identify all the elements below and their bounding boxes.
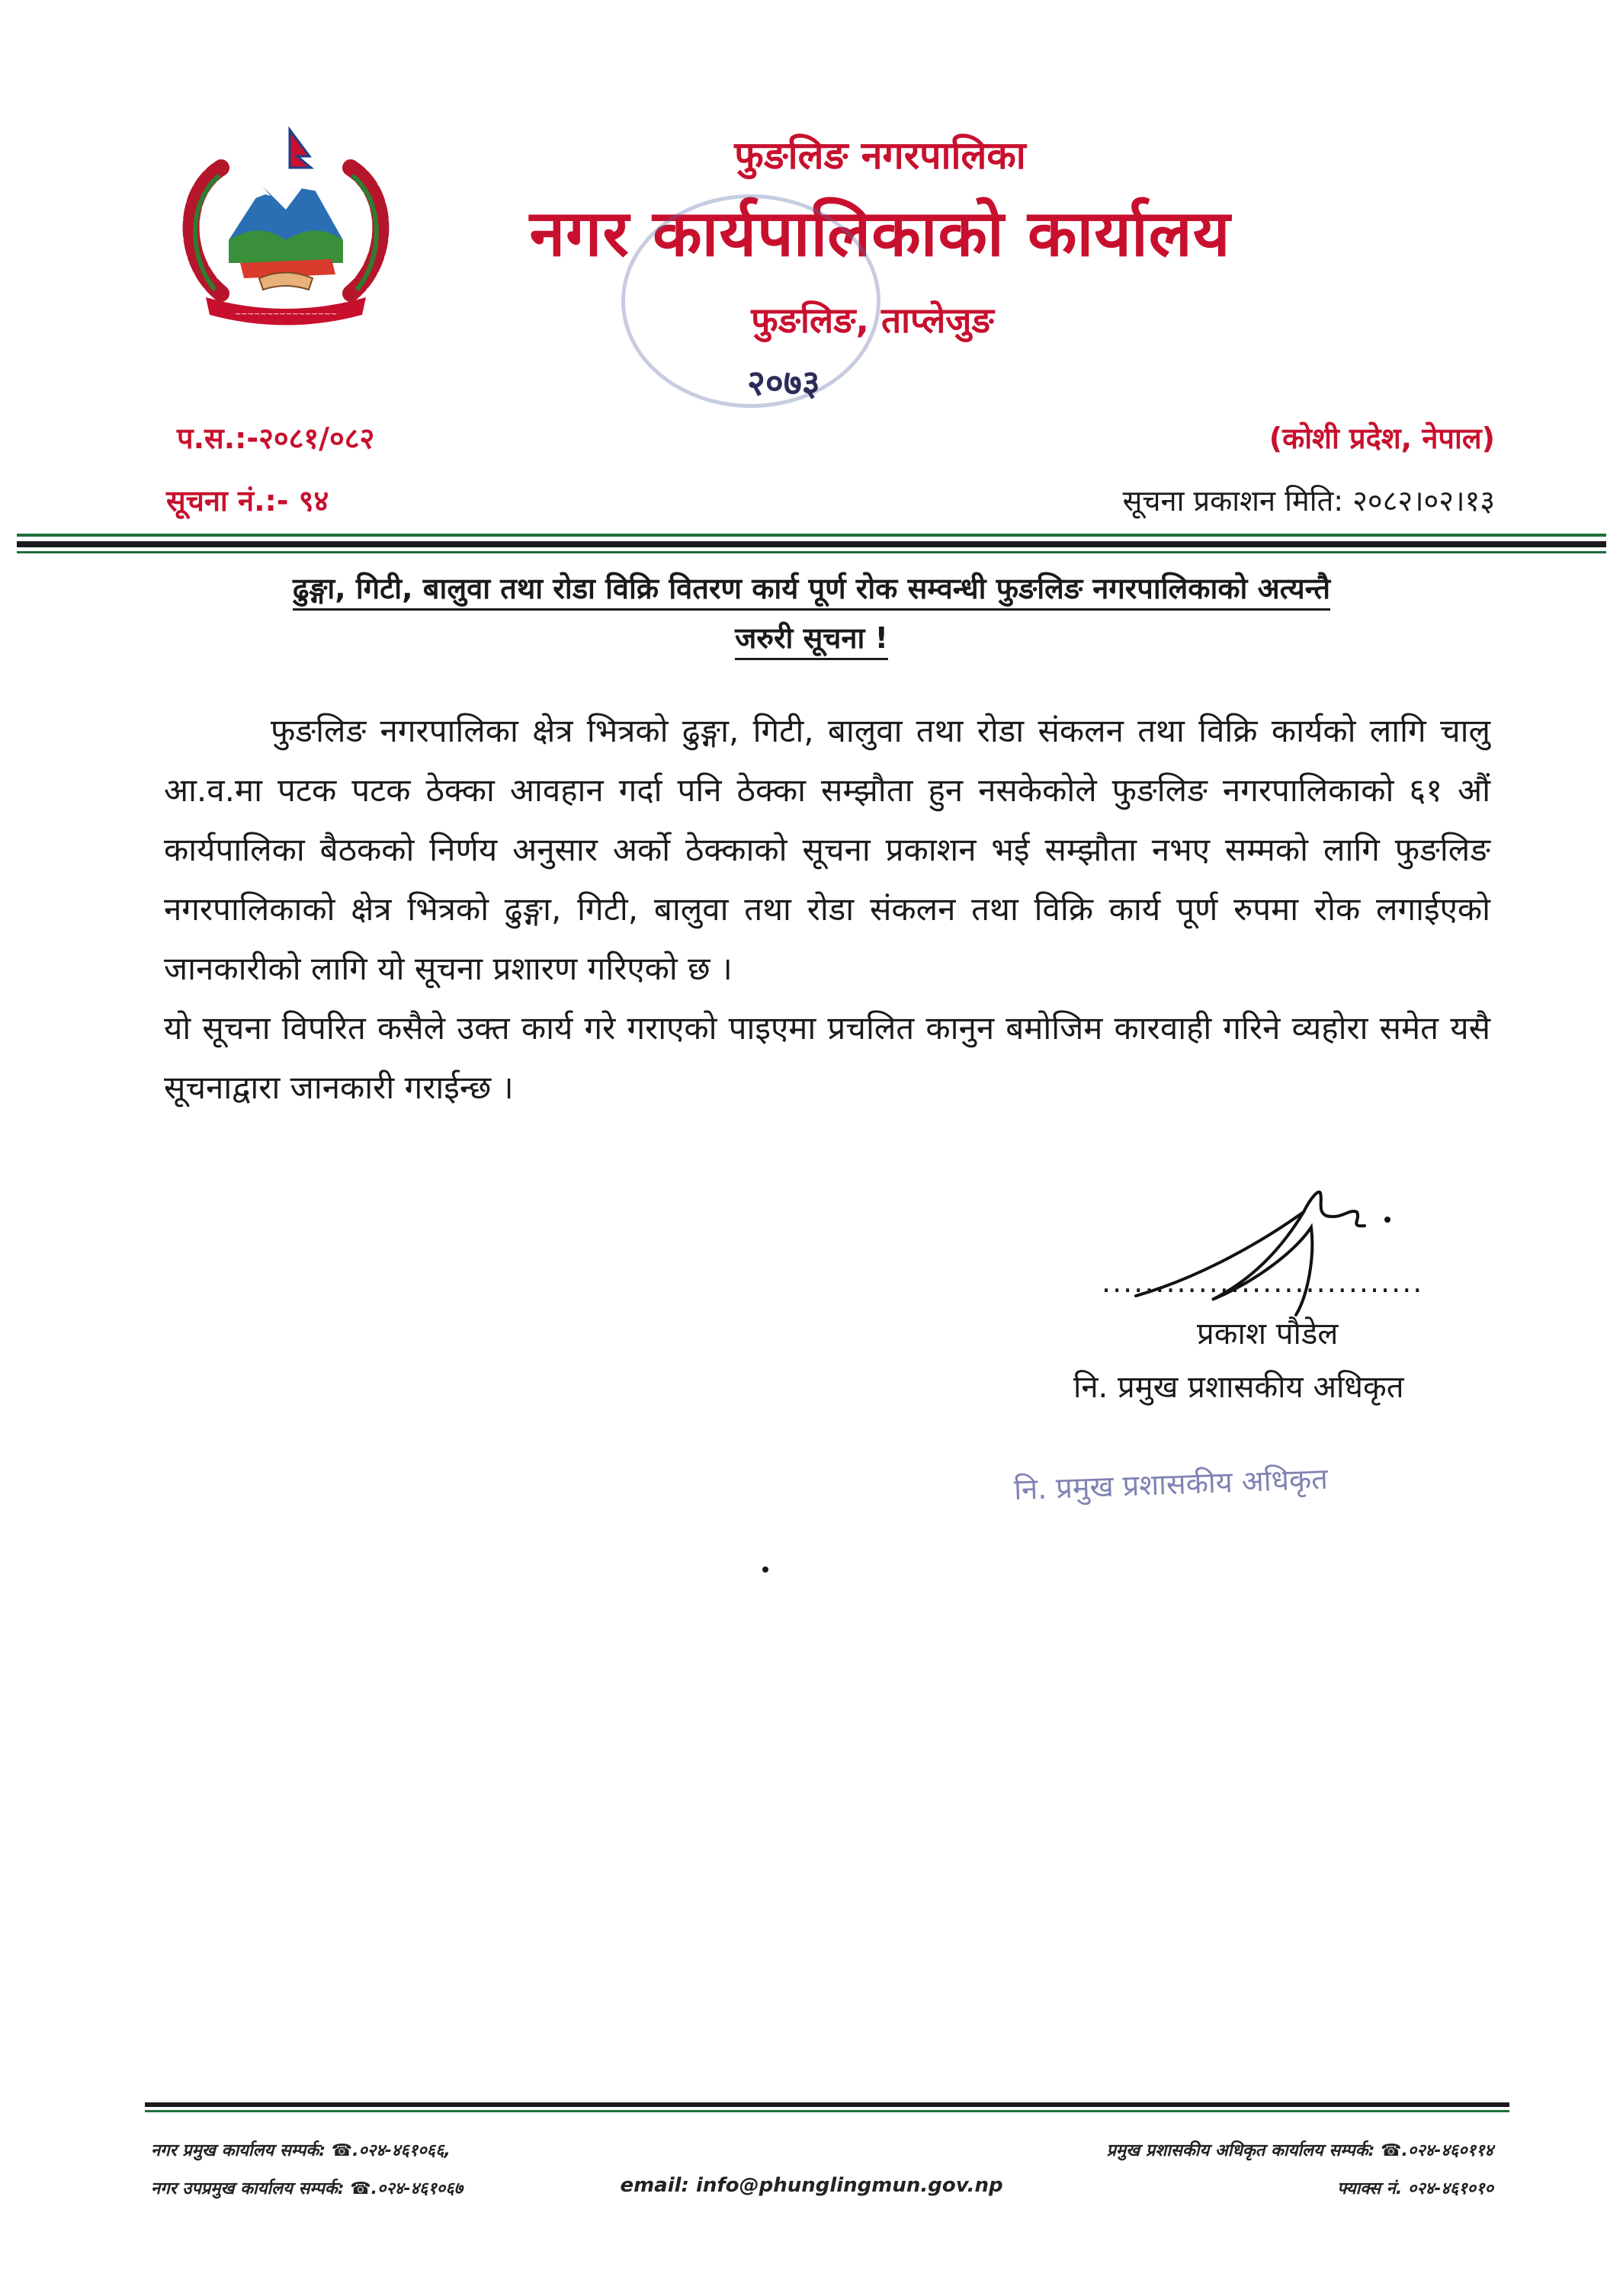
handwritten-signature (1121, 1166, 1410, 1334)
footer-email: email: info@phunglingmun.gov.np (620, 2174, 1003, 2197)
footer-fax: फ्याक्स नं. ०२४-४६१०१० (1336, 2179, 1493, 2198)
publication-date: सूचना प्रकाशन मिति: २०८२।०२।१३ (1122, 484, 1495, 518)
stamp-year: २०७३ (747, 362, 820, 403)
office-address: फुङलिङ, ताप्लेजुङ (751, 300, 994, 341)
subject-text-2: जरुरी सूचना ! (735, 621, 888, 660)
footer-divider (145, 2110, 1509, 2112)
signer-name: प्रकाश पौडेल (1197, 1316, 1339, 1352)
header-divider (17, 541, 1606, 547)
signer-title: नि. प्रमुख प्रशासकीय अधिकृत (1073, 1370, 1404, 1405)
office-title: नगर कार्यपालिकाको कार्यालय (529, 196, 1231, 271)
notice-number: सूचना नं.:- ९४ (166, 484, 329, 518)
province-label: (कोशी प्रदेश, नेपाल) (1269, 422, 1495, 455)
header-divider (17, 534, 1606, 537)
body-paragraph-2: यो सूचना विपरित कसैले उक्त कार्य गरे गराएको पाइएमा प्रचलित कानुन बमोजिम कारवाही गरिने व्यहोरा समेत यसै सूचनाद्वारा जानकारी गराईन्छ । (164, 1009, 1490, 1106)
subject-text-1: ढुङ्गा, गिटी, बालुवा तथा रोडा विक्रि वितरण कार्य पूर्ण रोक सम्वन्धी फुङलिङ नगरपालिकाको अत्यन्तै (293, 572, 1330, 611)
signature-line: .............................. (1102, 1265, 1424, 1299)
subject-line-1 (0, 568, 1623, 608)
reference-number: प.स.:-२०८१/०८२ (177, 422, 375, 455)
stray-mark (762, 1566, 768, 1573)
municipality-name: फुङलिङ नगरपालिका (734, 133, 1026, 178)
body-paragraph-1: फुङलिङ नगरपालिका क्षेत्र भित्रको ढुङ्गा, गिटी, बालुवा तथा रोडा संकलन तथा विक्रि कार्यको लागि चालु आ.व.मा पटक पटक ठेक्का आवहान गर्दा पनि ठेक्का सम्झौता हुन नसकेकोले फुङलिङ नगरपालिकाको ६१ औं कार्यपालिका बैठकको निर्णय अनुसार अर्को ठेक्काको सूचना प्रकाशन भई सम्झौता नभए सम्मको लागि फुङलिङ नगरपालिकाको क्षेत्र भित्रको ढुङ्गा, गिटी, बालुवा तथा रोडा संकलन तथा विक्रि कार्य पूर्ण रुपमा रोक लगाईएको जानकारीको लागि यो सूचना प्रशारण गरिएको छ । (164, 712, 1490, 987)
header-divider (17, 551, 1606, 553)
footer-mayor-contact: नगर प्रमुख कार्यालय सम्पर्क: ☎.०२४-४६१०६६, (151, 2141, 451, 2160)
designation-stamp: नि. प्रमुख प्रशासकीय अधिकृत (1013, 1461, 1329, 1507)
footer-cao-contact: प्रमुख प्रशासकीय अधिकृत कार्यालय सम्पर्क: ☎.०२४-४६०११४ (1106, 2141, 1493, 2160)
subject-line-2 (0, 617, 1623, 657)
footer-divider (145, 2102, 1509, 2107)
footer-deputy-contact: नगर उपप्रमुख कार्यालय सम्पर्क: ☎.०२४-४६१०६७ (151, 2179, 463, 2198)
notice-body (164, 701, 1490, 1118)
svg-text:~~~~~~~~~~~~~~~~: ~~~~~~~~~~~~~~~~ (234, 310, 338, 319)
